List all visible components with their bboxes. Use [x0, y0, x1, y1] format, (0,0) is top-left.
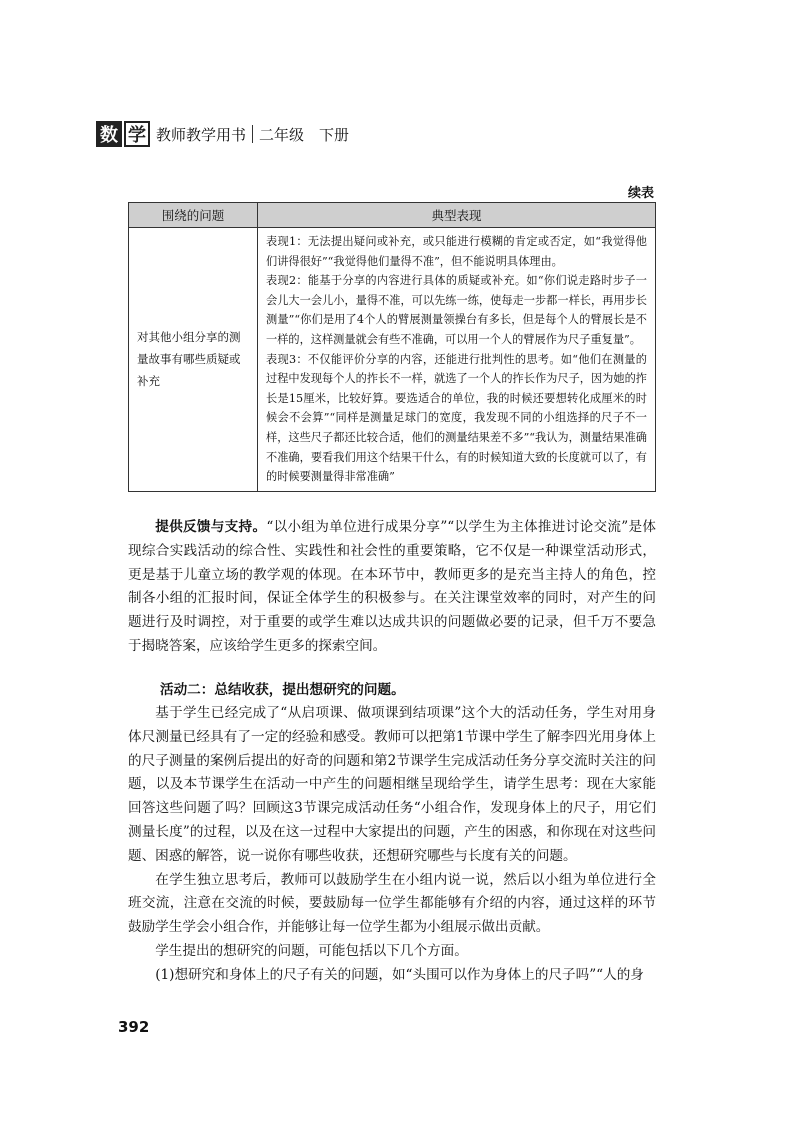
paragraph: 基于学生已经完成了“从启项课、做项课到结项课”这个大的活动任务，学生对用身体尺测量已经具有了一定的经验和感受。教师可以把第1节课中学生了解李四光用身体上的尺子测量的案例后提出的好奇的问题和第2节课学生完成活动任务分享交流时关注的问题，以及本节课学生在活动一中产生的问题相继呈现给学生，请学生思考：现在大家能回答这些问题了吗？回顾这3节课完成活动任务“小组合作，发现身体上的尺子，用它们测量长度”的过程，以及在这一过程中大家提出的问题，产生的困惑，和你现在对这些问题、困惑的解答，说一说你有哪些收获，还想研究哪些与长度有关的问题。: [128, 705, 656, 864]
performance-1: 表现1：无法提出疑问或补充，或只能进行模糊的肯定或否定，如“我觉得他们讲得很好”“我觉得他们量得不准”，但不能说明具体理由。: [266, 235, 647, 268]
table-row: [129, 228, 656, 492]
paragraph-lead: 提供反馈与支持。: [155, 519, 267, 535]
performance-table: [128, 202, 656, 492]
section-heading: 活动二：总结收获，提出想研究的问题。: [160, 682, 405, 698]
performance-cell: [258, 228, 656, 492]
table-header-question: 围绕的问题: [129, 203, 258, 228]
grade-label: 二年级 下册: [259, 125, 350, 144]
page-header: [96, 118, 716, 150]
table-header-row: [129, 203, 656, 228]
book-title: 教师教学用书: [156, 125, 247, 144]
performance-3: 表现3：不仅能评价分享的内容，还能进行批判性的思考。如“他们在测量的过程中发现每个人的拃长不一样，就选了一个人的拃长作为尺子，因为她的拃长是15厘米，比较好算。要选适合的单位，我的时候还要想转化成厘米的时候会不会算”“同样是测量足球门的宽度，我发现不同的小组选择的尺子不一样，这些尺子都还比较合适，他们的测量结果差不多”“我认为，测量结果准确不准确，要看我们用这个结果干什么，有的时候知道大致的长度就可以了，有的时候要测量得非常准确”: [266, 352, 647, 484]
book-logo: [96, 121, 150, 147]
paragraph: (1)想研究和身体上的尺子有关的问题，如“头围可以作为身体上的尺子吗”“人的身: [155, 966, 644, 983]
logo-char-shu: 数: [96, 121, 122, 147]
logo-char-xue: 学: [124, 121, 150, 147]
paragraph: 在学生独立思考后，教师可以鼓励学生在小组内说一说，然后以小组为单位进行全班交流，注意在交流的时候，要鼓励每一位学生都能够有介绍的内容，通过这样的环节鼓励学生学会小组合作，并能够让每一位学生都为小组展示做出贡献。: [128, 871, 656, 936]
body-paragraphs: [128, 702, 656, 988]
continued-label: 续表: [627, 186, 654, 201]
question-cell: 对其他小组分享的测量故事有哪些质疑或补充: [129, 228, 258, 492]
paragraph-text: “以小组为单位进行成果分享”“以学生为主体推进讨论交流”是体现综合实践活动的综合性、实践性和社会性的重要策略，它不仅是一种课堂活动形式，更是基于儿童立场的教学观的体现。在本环节中，教师更多的是充当主持人的角色，控制各小组的汇报时间，保证全体学生的积极参与。在关注课堂效率的同时，对产生的问题进行及时调控，对于重要的或学生难以达成共识的问题做必要的记录，但千万不要急于揭晓答案，应该给学生更多的探索空间。: [128, 519, 656, 654]
header-divider: [252, 125, 253, 143]
feedback-paragraph: [128, 516, 656, 659]
paragraph: 学生提出的想研究的问题，可能包括以下几个方面。: [155, 942, 468, 959]
performance-2: 表现2：能基于分享的内容进行具体的质疑或补充。如“你们说走路时步子一会儿大一会儿小，量得不准，可以先练一练，使每走一步都一样长，再用步长测量”“你们是用了4个人的臂展测量领操台有多长，但是每个人的臂展长是不一样的，这样测量就会有些不准确，可以用一个人的臂展作为尺子重复量”。: [266, 274, 647, 346]
page-number: 392: [118, 1018, 150, 1036]
table-header-performance: 典型表现: [258, 203, 656, 228]
